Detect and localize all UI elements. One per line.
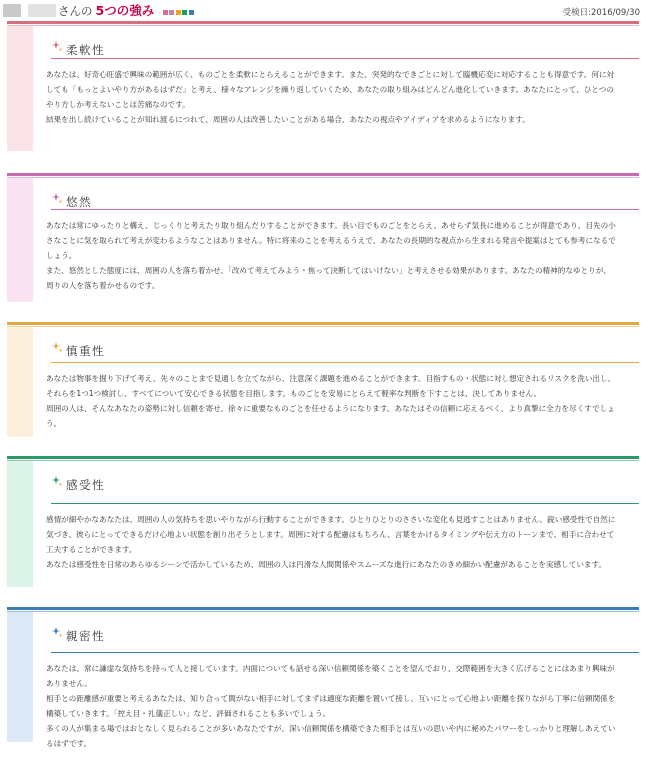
section-title-underline <box>51 58 639 59</box>
title-suffix: さんの <box>58 4 93 18</box>
section-title: 悠然 <box>66 195 92 209</box>
section-paragraph: あなたは、好奇心旺盛で興味の範囲が広く、ものごとを柔軟にとらえることができます。また、突発的なできごとに対して臨機応変に対応することも得意です。何に対しても「もっとよいやり方があるはずだ」と考え、様々なアレンジを繰り返していくため、あなたの取り組みはどんどん進化していきます。あなたにとって、ひとつのやり方しか考えないことは苦痛なのです。 <box>46 70 615 109</box>
section-side-band <box>7 612 33 742</box>
color-square <box>176 10 181 15</box>
section-paragraph: あなたは、常に謙虚な気持ちを持って人と接しています。内面についても話せる深い信頼関係を築くことを望んでおり、交際範囲を大きく広げることにはあまり興味がありません。 <box>46 664 615 688</box>
masked-name-block <box>28 4 56 17</box>
section-side-band <box>7 327 33 437</box>
section-body <box>46 218 616 293</box>
exam-date: 受検日:2016/09/30 <box>562 8 640 18</box>
section-title: 柔軟性 <box>66 43 105 57</box>
sparkle-icon <box>51 341 63 353</box>
section-body <box>46 512 616 572</box>
section-paragraph: あなたは感受性を日常のあらゆるシーンで活かしているため、周囲の人は円滑な人間関係やスムーズな進行にあなたのきめ細かい配慮があることを実感しています。 <box>46 560 607 569</box>
section-body <box>46 661 616 751</box>
section-title: 慎重性 <box>66 344 105 358</box>
section-side-band <box>7 26 33 151</box>
section-title-underline <box>51 362 639 363</box>
page-title <box>58 3 195 20</box>
section-top-border <box>7 173 639 176</box>
section-body <box>46 67 616 127</box>
section-title-underline <box>51 209 639 210</box>
section-title-underline <box>51 652 639 653</box>
section-paragraph: 相手との距離感が重要と考えるあなたは、知り合って間がない相手に対してまずは適度な距離を置いて接し、互いにとって心地よい距離を探りながら丁寧に信頼関係を構築していきます。「控え目・礼儀正しい」など、評価されることも多いでしょう。 <box>46 694 616 718</box>
section-top-border-thin <box>7 611 639 612</box>
sparkle-icon <box>51 626 63 638</box>
section-side-band <box>7 178 33 302</box>
section-top-border <box>7 456 639 459</box>
strength-section <box>7 607 639 747</box>
section-body <box>46 371 616 431</box>
title-strong: 5つの強み <box>95 3 155 18</box>
report-header <box>0 0 650 22</box>
strength-section <box>7 322 639 442</box>
section-top-border <box>7 607 639 610</box>
section-side-band <box>7 461 33 587</box>
sparkle-icon <box>51 40 63 52</box>
section-top-border-thin <box>7 460 639 461</box>
section-paragraph: 周囲の人は、そんなあなたの姿勢に対し信頼を寄せ、徐々に重要なものごとを任せるようになります。あなたはその信頼に応えるべく、より真摯に全力を尽くすでしょう。 <box>46 404 615 428</box>
section-top-border-thin <box>7 326 639 327</box>
masked-name-block <box>3 4 21 17</box>
color-square <box>163 10 168 15</box>
section-title-underline <box>51 503 639 504</box>
section-paragraph: また、悠然とした態度には、周囲の人を落ち着かせ、「改めて考えてみよう・焦って決断してはいけない」と考えさせる効果があります。あなたの精神的なゆとりが、周りの人を落ち着かせるのです。 <box>46 266 611 290</box>
section-title: 親密性 <box>66 629 105 643</box>
color-square <box>169 10 174 15</box>
strength-section <box>7 173 639 307</box>
section-paragraph: 多くの人が集まる場ではおとなしく見られることが多いあなたですが、深い信頼関係を構築できた相手とは互いの思いや内に秘めたパワーをしっかりと理解しあえているはずです。 <box>46 724 616 748</box>
section-top-border-thin <box>7 25 639 26</box>
sparkle-icon <box>51 475 63 487</box>
section-paragraph: あなたは常にゆったりと構え、じっくりと考えたり取り組んだりすることができます。長い目でものごとをとらえ、あせらず気長に進めることが得意であり、目先の小さなことに気を取られて考えが変わるようなことはありません。特に将来のことを考えるうえで、あなたの長期的な視点から生まれる発言や提案はとても参考になるでしょう。 <box>46 221 616 260</box>
section-paragraph: 感情が細やかなあなたは、周囲の人の気持ちを思いやりながら行動することができます。ひとりひとりのささいな変化も見逃すことはありません。鋭い感受性で自然に気づき、彼らにとってできるだけ心地よい状態を創り出そうとします。周囲に対する配慮はもちろん、言葉をかけるタイミングや伝え方のトーンまで、相手に合わせて工夫することができます。 <box>46 515 616 554</box>
section-top-border <box>7 21 639 24</box>
sparkle-icon <box>51 192 63 204</box>
section-paragraph: 結果を出し続けていることが知れ渡るにつれて、周囲の人は改善したいことがある場合、あなたの視点やアイディアを求めるようになります。 <box>46 115 530 124</box>
section-title: 感受性 <box>66 478 105 492</box>
section-top-border-thin <box>7 177 639 178</box>
color-squares <box>163 4 196 20</box>
strength-section <box>7 21 639 156</box>
color-square <box>182 10 187 15</box>
section-top-border <box>7 322 639 325</box>
color-square <box>189 10 194 15</box>
strength-section <box>7 456 639 592</box>
section-paragraph: あなたは物事を掘り下げて考え、先々のことまで見通しを立てながら、注意深く課題を進めることができます。目指すもの・状態に対し想定されるリスクを洗い出し、それらを1つ1つ検討し、すべてについて安心できる状態を目指します。ものごとを安易にとらえて軽率な判断を下すことは、決してありません。 <box>46 374 616 398</box>
